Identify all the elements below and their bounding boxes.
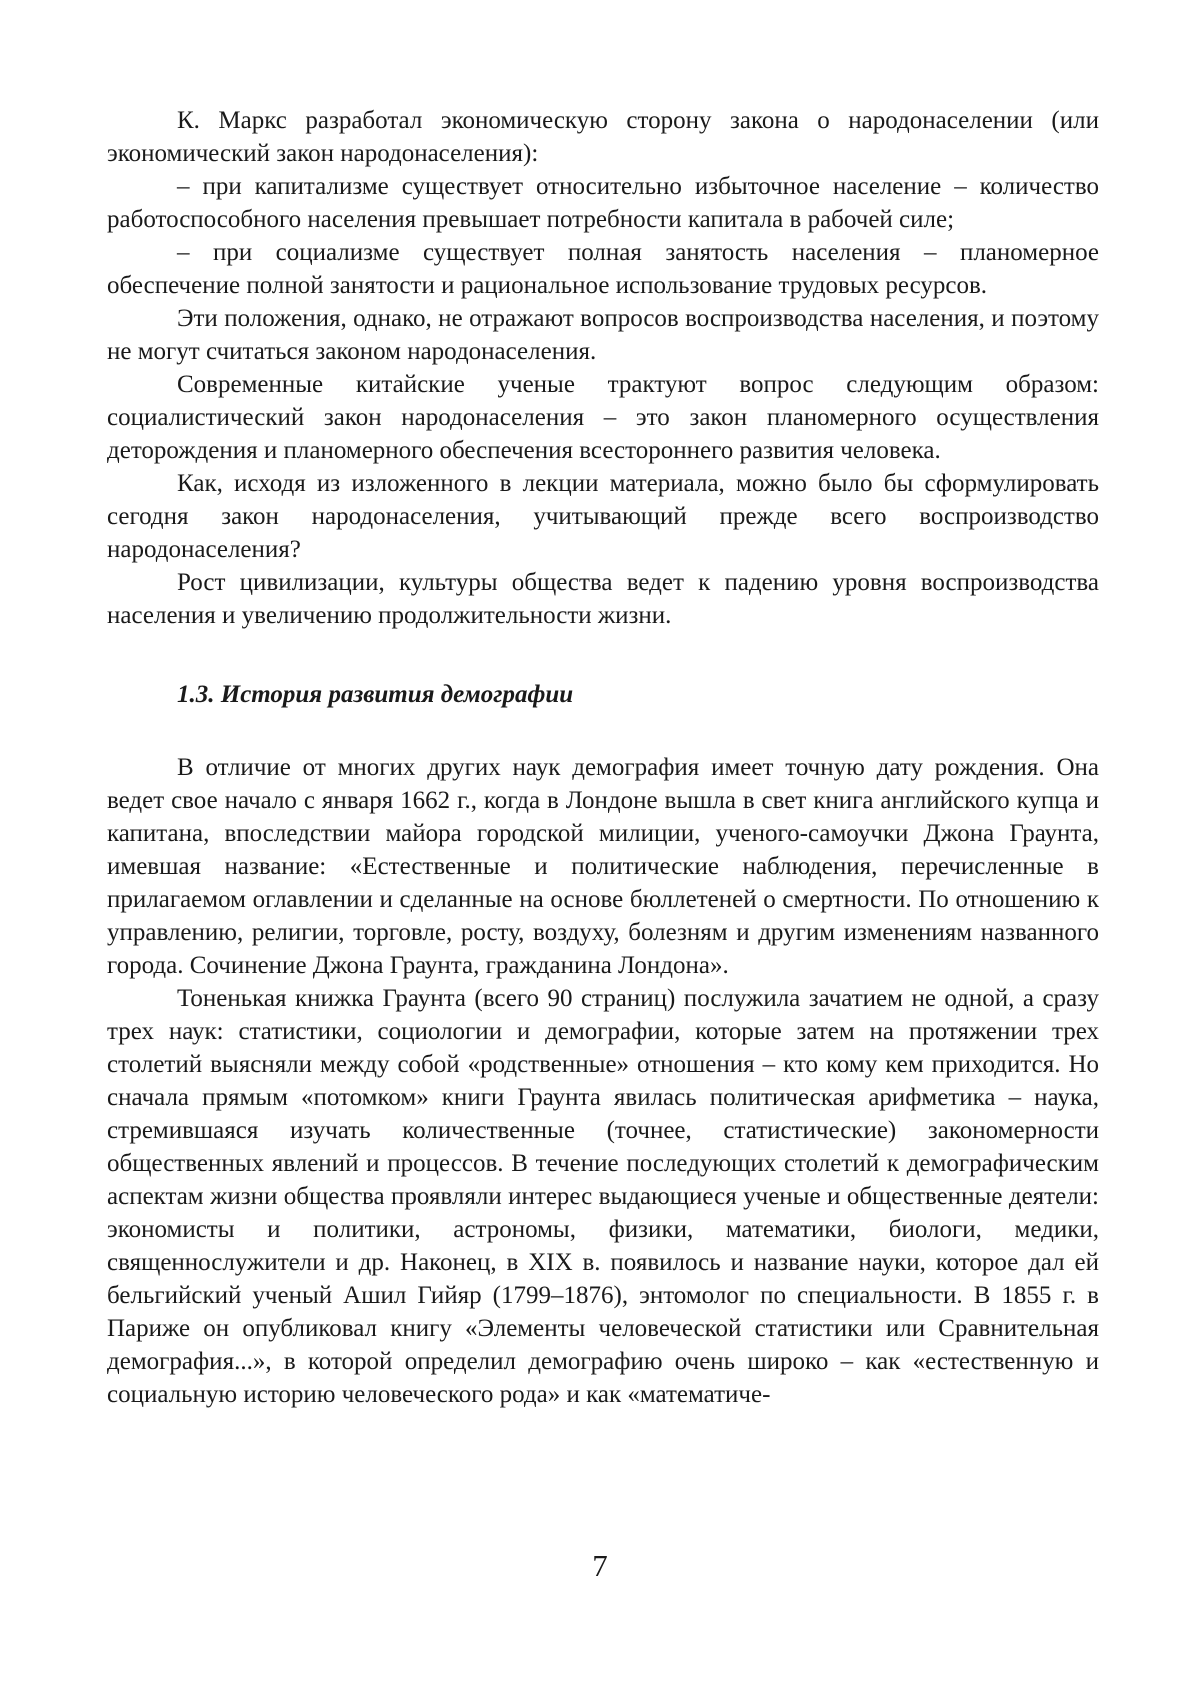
page-number: 7 (592, 1548, 608, 1583)
paragraph-civilization: Рост цивилизации, культуры общества ведет к падению уровня воспроизводства населения и увеличению продолжительности жизни. (107, 569, 1099, 629)
paragraph-three-sciences: Тоненькая книжка Граунта (всего 90 страниц) послужила зачатием не одной, а сразу трех наук: статистики, социологии и демографии, которые затем на протяжении трех столетий выясняли между собой «родственные» отношения – кто кому кем приходится. Но сначала прямым «потомком» книги Граунта явилась политическая арифметика – наука, стремившаяся изучать количественные (точнее, статистические) закономерности общественных явлений и процессов. В течение последующих столетий к демографическим аспектам жизни общества проявляли интерес выдающиеся ученые и общественные деятели: экономисты и политики, астрономы, физики, математики, биологи, медики, священнослужители и др. Наконец, в XIX в. появилось и название науки, которое дал ей бельгийский ученый Ашил Гийяр (1799–1876), энтомолог по специальности. В 1855 г. в Париже он опубликовал книгу «Элементы человеческой статистики или Сравнительная демография...», в которой определил демографию очень широко – как «естественную и социальную историю человеческого рода» и как «математиче- (107, 985, 1099, 1408)
paragraph-marx-law: К. Маркс разработал экономическую сторону закона о народонаселении (или экономический закон народонаселения): (107, 107, 1099, 167)
paragraph-graunt-book: В отличие от многих других наук демография имеет точную дату рождения. Она ведет свое начало с января 1662 г., когда в Лондоне вышла в свет книга английского купца и капитана, впоследствии майора городской милиции, ученого-самоучки Джона Граунта, имевшая название: «Естественные и политические наблюдения, перечисленные в прилагаемом оглавлении и сделанные на основе бюллетеней о смертности. По отношению к управлению, религии, торговле, росту, воздуху, болезням и другим изменениям названного города. Сочинение Джона Граунта, гражданина Лондона». (107, 754, 1099, 979)
paragraph-capitalism: – при капитализме существует относительно избыточное население – количество работоспособного населения превышает потребности капитала в рабочей силе; (107, 173, 1099, 233)
section-heading: 1.3. История развития демографии (177, 681, 574, 708)
page-body (107, 104, 1099, 1411)
paragraph-socialism: – при социализме существует полная занятость населения – планомерное обеспечение полной занятости и рациональное использование трудовых ресурсов. (107, 239, 1099, 299)
paragraph-question: Как, исходя из изложенного в лекции материала, можно было бы сформулировать сегодня закон народонаселения, учитывающий прежде всего воспроизводство народонаселения? (107, 470, 1099, 563)
paragraph-chinese-scholars: Современные китайские ученые трактуют вопрос следующим образом: социалистический закон народонаселения – это закон планомерного осуществления деторождения и планомерного обеспечения всестороннего развития человека. (107, 371, 1099, 464)
paragraph-provisions: Эти положения, однако, не отражают вопросов воспроизводства населения, и поэтому не могут считаться законом народонаселения. (107, 305, 1099, 365)
